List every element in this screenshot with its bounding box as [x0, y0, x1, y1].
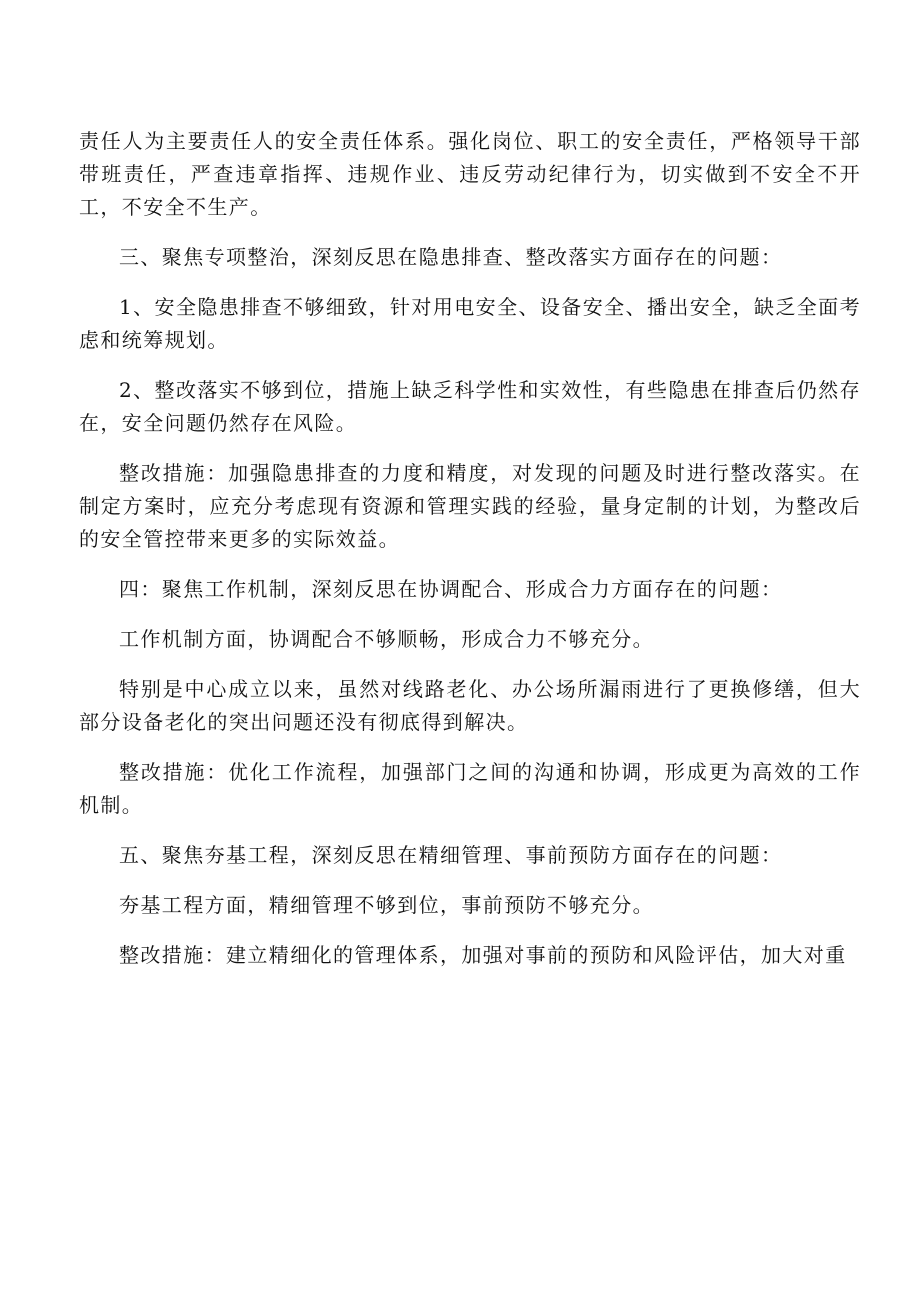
- section-heading: 四：聚焦工作机制，深刻反思在协调配合、形成合力方面存在的问题：: [119, 577, 783, 601]
- list-item: 2、整改落实不够到位，措施上缺乏科学性和实效性，有些隐患在排查后仍然存在，安全问题仍然存在风险。: [79, 378, 861, 435]
- section-heading: 三、聚焦专项整治，深刻反思在隐患排查、整改落实方面存在的问题：: [119, 245, 783, 269]
- section-heading: 五、聚焦夯基工程，深刻反思在精细管理、事前预防方面存在的问题：: [119, 843, 783, 867]
- document-body: [79, 125, 861, 989]
- body-paragraph: 整改措施：优化工作流程，加强部门之间的沟通和协调，形成更为高效的工作机制。: [79, 760, 861, 817]
- list-item: 1、安全隐患排查不够细致，针对用电安全、设备安全、播出安全，缺乏全面考虑和统筹规划。: [79, 295, 861, 352]
- body-paragraph: 责任人为主要责任人的安全责任体系。强化岗位、职工的安全责任，严格领导干部带班责任，严查违章指挥、违规作业、违反劳动纪律行为，切实做到不安全不开工，不安全不生产。: [79, 129, 861, 219]
- body-paragraph: 夯基工程方面，精细管理不够到位，事前预防不够充分。: [119, 893, 654, 917]
- body-paragraph: 整改措施：加强隐患排查的力度和精度，对发现的问题及时进行整改落实。在制定方案时，应充分考虑现有资源和管理实践的经验，量身定制的计划，为整改后的安全管控带来更多的实际效益。: [79, 461, 861, 551]
- body-paragraph: 特别是中心成立以来，虽然对线路老化、办公场所漏雨进行了更换修缮，但大部分设备老化的突出问题还没有彻底得到解决。: [79, 677, 861, 734]
- body-paragraph: 工作机制方面，协调配合不够顺畅，形成合力不够充分。: [119, 627, 654, 651]
- body-paragraph: 整改措施：建立精细化的管理体系，加强对事前的预防和风险评估，加大对重: [119, 943, 847, 967]
